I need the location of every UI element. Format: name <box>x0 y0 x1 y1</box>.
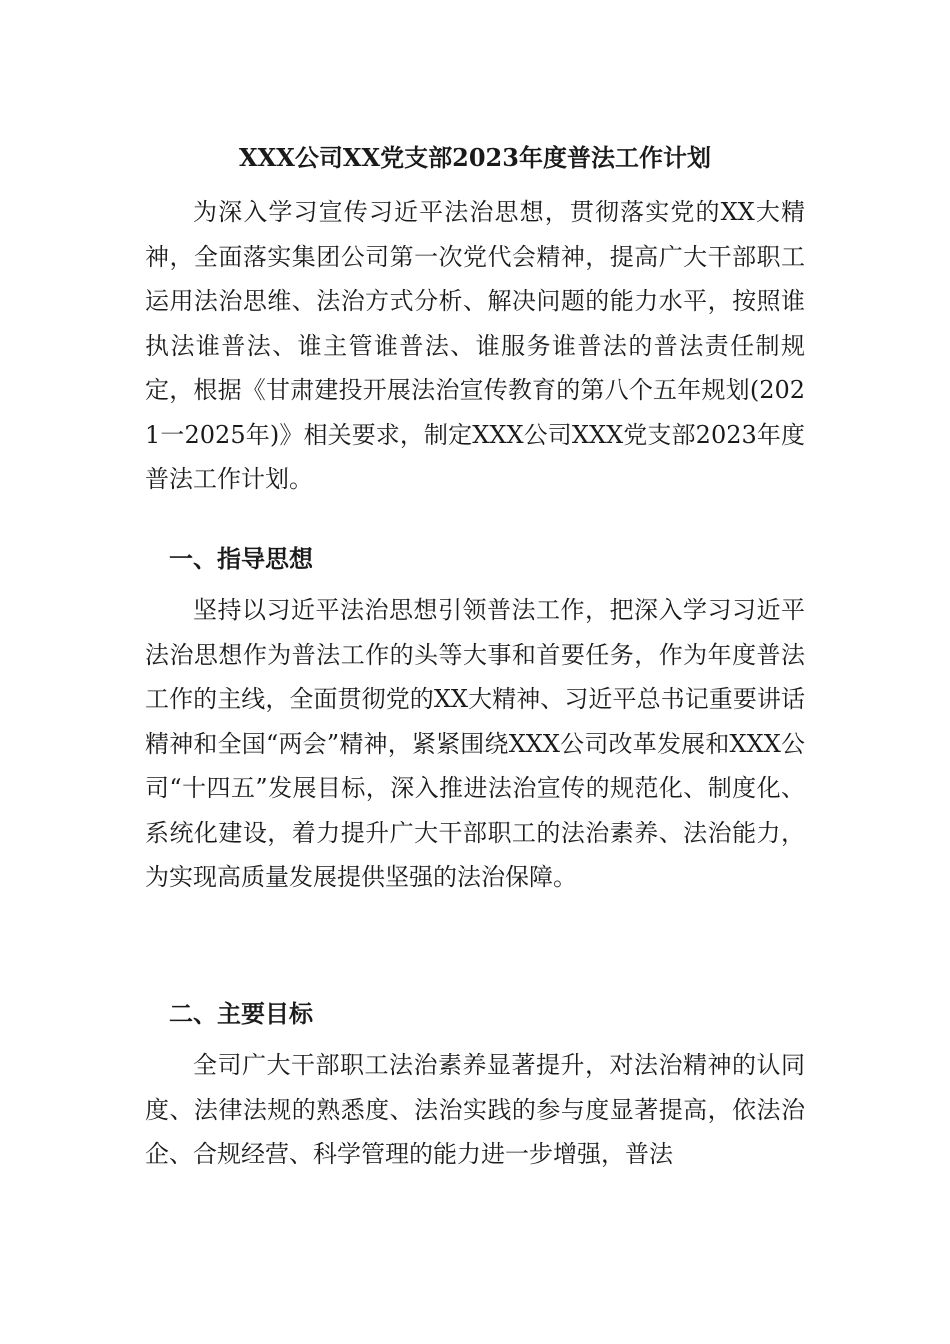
section-body-main-goals: 全司广大干部职工法治素养显著提升，对法治精神的认同度、法律法规的熟悉度、法治实践的参与度显著提高，依法治企、合规经营、科学管理的能力进一步增强，普法 <box>145 1051 805 1168</box>
section-heading-main-goals: 二、主要目标 <box>169 999 313 1028</box>
intro-paragraph: 为深入学习宣传习近平法治思想，贯彻落实党的XX大精神，全面落实集团公司第一次党代会精神，提高广大干部职工运用法治思维、法治方式分析、解决问题的能力水平，按照谁执法谁普法、谁主管谁普法、谁服务谁普法的普法责任制规定，根据《甘肃建投开展法治宣传教育的第八个五年规划(2021一2025年)》相关要求，制定XXX公司XXX党支部2023年度普法工作计划。 <box>145 198 805 493</box>
document-title: XXX公司XX党支部2023年度普法工作计划 <box>239 143 711 172</box>
section-body-guiding-ideology: 坚持以习近平法治思想引领普法工作，把深入学习习近平法治思想作为普法工作的头等大事和首要任务，作为年度普法工作的主线，全面贯彻党的XX大精神、习近平总书记重要讲话精神和全国“两会”精神，紧紧围绕XXX公司改革发展和XXX公司“十四五”发展目标，深入推进法治宣传的规范化、制度化、系统化建设，着力提升广大干部职工的法治素养、法治能力，为实现高质量发展提供坚强的法治保障。 <box>145 596 805 891</box>
section-heading-guiding-ideology: 一、指导思想 <box>169 544 313 573</box>
